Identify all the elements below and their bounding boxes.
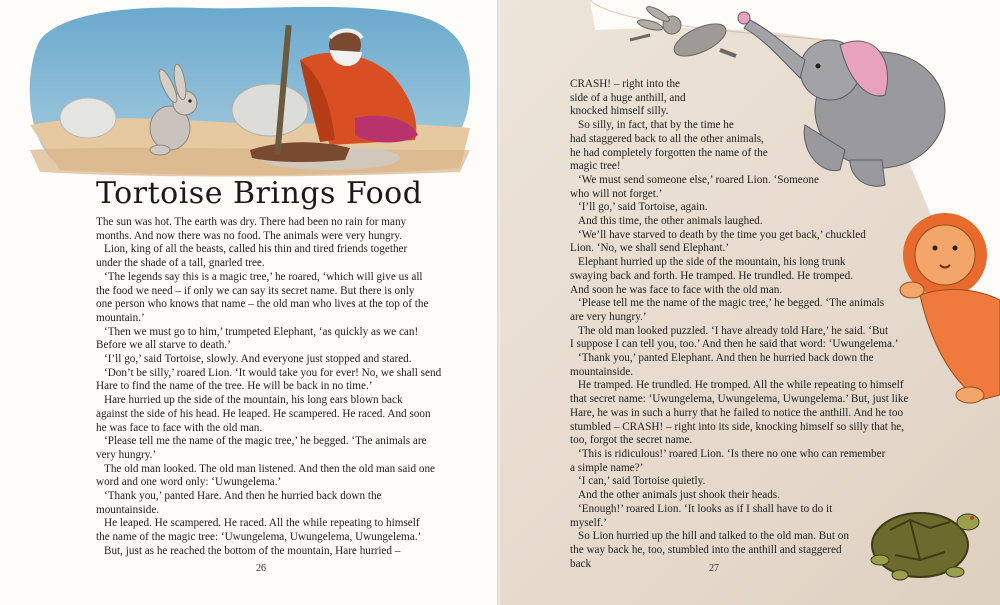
story-paragraph — [96, 394, 432, 435]
text-line: the name of the magic tree: ‘Uwungelema, Uwungelema, Uwungelema.’ — [96, 531, 422, 544]
text-line: had staggered back to all the other animals, — [570, 132, 764, 145]
story-paragraph — [570, 256, 870, 297]
text-line: very hungry.’ — [96, 448, 157, 461]
text-line: he had completely forgotten the name of the — [570, 146, 768, 159]
text-line: mountainside. — [96, 503, 160, 516]
text-line: ‘Thank you,’ panted Hare. And then he hurried back down the — [104, 490, 382, 503]
text-line: Lion, king of all the beasts, called his thin and tired friends together — [104, 243, 408, 256]
right-page — [500, 0, 1000, 605]
text-line: he was face to face with the old man. — [96, 421, 263, 434]
text-line: ‘Enough!’ roared Lion. ‘It looks as if I shall have to do it — [578, 502, 833, 515]
text-line: magic tree! — [570, 160, 621, 173]
text-line: Before we all starve to death.’ — [96, 339, 231, 352]
text-line: So Lion hurried up the hill and talked to the old man. But on — [578, 530, 849, 543]
boulder-left-icon — [60, 98, 116, 138]
story-paragraph — [96, 326, 432, 353]
story-paragraph — [570, 447, 886, 475]
text-line: ‘I can,’ said Tortoise quietly. — [578, 475, 706, 488]
page-number-left: 26 — [256, 563, 266, 574]
story-paragraph — [96, 517, 432, 544]
story-paragraph — [570, 489, 870, 503]
text-line: ‘Please tell me the name of the magic tree,’ he begged. ‘The animals — [578, 297, 885, 310]
text-line: The sun was hot. The earth was dry. There had been no rain for many — [96, 216, 407, 228]
page-number-right: 27 — [709, 563, 719, 574]
text-line: ‘Please tell me the name of the magic tree,’ he begged. ‘The animals are — [104, 435, 427, 448]
text-line: ‘I’ll go,’ said Tortoise, again. — [578, 201, 708, 214]
text-line: CRASH! – right into the — [570, 78, 681, 90]
text-line: against the side of his head. He leaped. He scampered. He raced. And soon — [96, 407, 431, 420]
old-man-and-hare-illustration — [0, 0, 497, 180]
story-paragraph — [570, 324, 899, 352]
text-line: who will not forget.’ — [570, 187, 663, 200]
story-paragraph — [96, 462, 436, 490]
text-line: The old man looked puzzled. ‘I have already told Hare,’ he said. ‘But — [578, 324, 889, 337]
story-paragraph — [570, 174, 870, 201]
text-line: mountainside. — [570, 365, 634, 378]
story-paragraph — [570, 475, 870, 489]
story-paragraph — [570, 503, 870, 530]
text-line: are very hungry.’ — [570, 310, 647, 323]
text-line: knocked himself silly. — [570, 105, 669, 118]
text-line: one person who knows that name – the old man who lives at the top of the — [96, 298, 429, 311]
right-story-text — [570, 78, 909, 571]
text-line: ‘We’ll have starved to death by the time you get back,’ chuckled — [578, 228, 866, 241]
text-line: ‘We must send someone else,’ roared Lion. ‘Someone — [578, 173, 819, 186]
story-paragraph — [96, 353, 432, 367]
text-line: ‘The legends say this is a magic tree,’ he roared, ‘which will give us all — [104, 270, 423, 283]
text-line: Hare, he was in such a hurry that he failed to notice the anthill. And he too — [570, 406, 904, 419]
text-line: I suppose I can tell you, too.’ And then he said that word: ‘Uwungelema.’ — [570, 338, 899, 351]
boulder-middle-icon — [232, 84, 308, 136]
text-line: a simple name?’ — [570, 461, 644, 474]
text-line: myself.’ — [570, 516, 607, 529]
story-paragraph — [96, 243, 432, 270]
text-line: Elephant hurried up the side of the mountain, his long trunk — [578, 256, 846, 269]
story-paragraph — [96, 216, 432, 243]
text-line: mountain.’ — [96, 311, 145, 324]
story-paragraph — [570, 297, 885, 324]
text-line: the way back he, too, stumbled into the anthill and staggered — [570, 543, 842, 556]
tortoise-icon — [871, 513, 979, 580]
text-line: back — [570, 557, 592, 570]
story-paragraph — [96, 435, 432, 462]
text-line: too, forgot the secret name. — [570, 434, 693, 447]
text-line: So silly, in fact, that by the time he — [578, 119, 734, 132]
text-line: Lion. ‘No, we shall send Elephant.’ — [570, 242, 730, 255]
text-line: that secret name: ‘Uwungelema, Uwungelema, Uwungelema.’ But, just like — [570, 393, 909, 406]
text-line: ‘Thank you,’ panted Elephant. And then he hurried back down the — [578, 352, 874, 365]
text-line: But, just as he reached the bottom of the mountain, Hare hurried – — [104, 544, 401, 557]
story-paragraph — [570, 119, 870, 174]
text-line: stumbled – CRASH! – right into its side, knocking himself so silly that he, — [570, 420, 905, 433]
story-paragraph — [96, 490, 432, 517]
story-paragraph — [96, 271, 432, 326]
story-paragraph — [570, 530, 870, 571]
story-paragraph — [96, 545, 432, 559]
text-line: And soon he was face to face with the old man. — [570, 283, 783, 296]
story-paragraph — [570, 379, 909, 448]
text-line: swaying back and forth. He tramped. He trundled. He tromped. — [570, 269, 854, 282]
text-line: ‘I’ll go,’ said Tortoise, slowly. And everyone just stopped and stared. — [104, 353, 412, 366]
left-page — [0, 0, 497, 605]
text-line: He leaped. He scampered. He raced. All the while repeating to himself — [104, 517, 420, 530]
story-paragraph — [570, 78, 870, 119]
text-line: And this time, the other animals laughed. — [578, 215, 763, 228]
story-paragraph — [570, 352, 874, 379]
left-story-text — [96, 216, 442, 559]
text-line: And the other animals just shook their heads. — [578, 489, 780, 502]
text-line: ‘Don’t be silly,’ roared Lion. ‘It would take you for ever! No, we shall send — [104, 366, 442, 379]
story-paragraph — [570, 201, 870, 215]
text-line: The old man looked. The old man listened. And then the old man said one — [104, 462, 436, 475]
story-paragraph — [96, 366, 442, 394]
story-paragraph — [570, 215, 870, 229]
text-line: Hare hurried up the side of the mountain, his long ears blown back — [104, 394, 403, 407]
text-line: He tramped. He trundled. He tromped. All the while repeating to himself — [578, 379, 904, 392]
text-line: months. And now there was no food. The animals were very hungry. — [96, 229, 403, 242]
story-title: Tortoise Brings Food — [96, 176, 423, 211]
text-line: ‘Then we must go to him,’ trumpeted Elephant, ‘as quickly as we can! — [104, 325, 419, 338]
text-line: ‘This is ridiculous!’ roared Lion. ‘Is there no one who can remember — [578, 447, 886, 460]
text-line: side of a huge anthill, and — [570, 91, 686, 104]
story-paragraph — [570, 229, 870, 256]
text-line: word and one word only: ‘Uwungelema.’ — [96, 476, 282, 489]
text-line: Hare to find the name of the tree. He will be back in no time.’ — [96, 380, 373, 393]
text-line: under the shade of a tall, gnarled tree. — [96, 257, 265, 270]
text-line: the food we need – if only we can say its secret name. But there is only — [96, 284, 415, 297]
